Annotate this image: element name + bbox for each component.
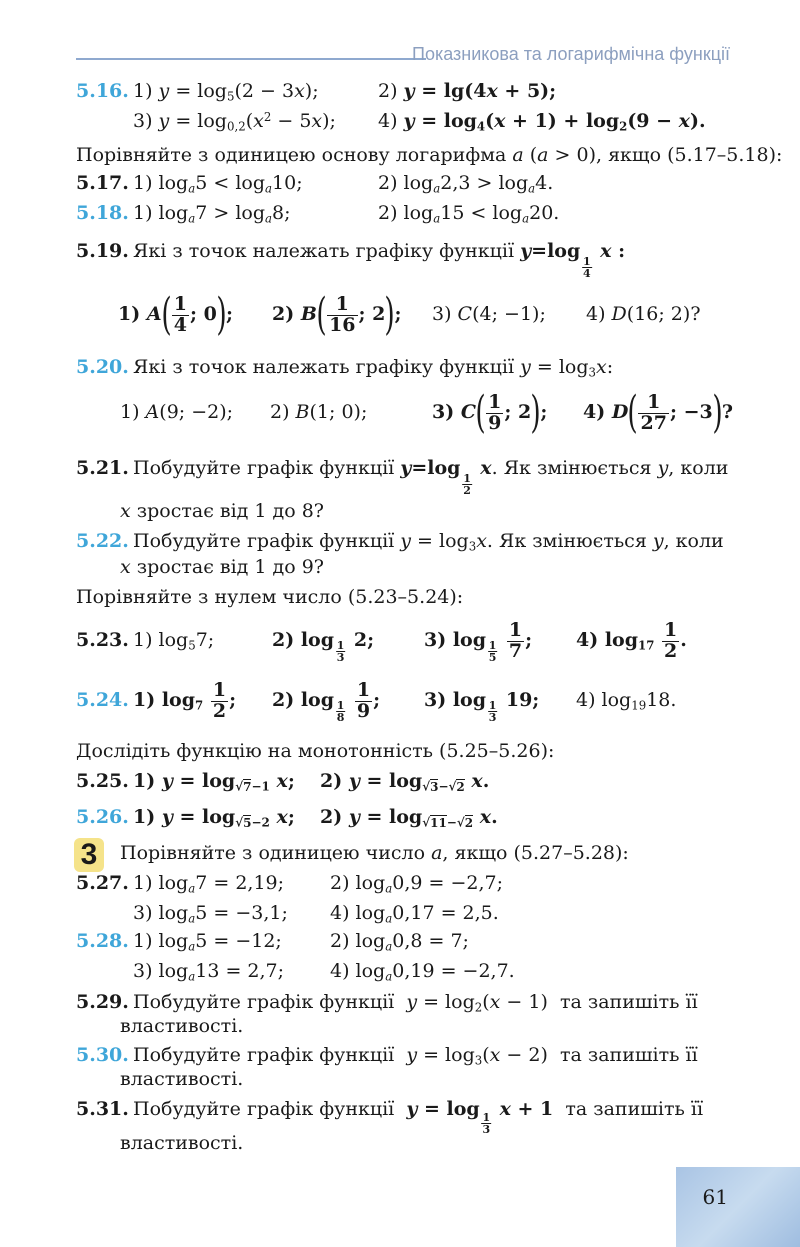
problem-number: 5.26. <box>76 806 129 828</box>
option-1: 1) A(9; −2); <box>120 401 234 423</box>
instruction-5-27-5-28: Порівняйте з одиницею число a, якщо (5.27–5.28): <box>120 842 629 864</box>
problem-text: Побудуйте графік функції <box>133 1044 395 1066</box>
problem-number: 5.28. <box>76 930 129 952</box>
problem-5-28-line1 <box>0 924 800 958</box>
problem-text-4: зростає від 1 до 8? <box>136 500 324 522</box>
option-2: 2) B( $\frac{1}{16}$ ; 2); <box>272 289 402 340</box>
instruction-text: Порівняйте з нулем число (5.23–5.24): <box>76 586 464 608</box>
problem-text-2: та запишіть її <box>559 1044 698 1066</box>
item-3: 3) log 1 5 $\frac{1}{7}$ ; <box>424 618 533 664</box>
item-1: 1) $y = \log_5(2 - 3x)$; <box>133 80 319 104</box>
problem-5-24 <box>0 678 800 724</box>
problem-number: 5.18. <box>76 202 129 224</box>
item-4: 4) $y = \log_4(x + 1) + \log_2(9 - x)$. <box>378 110 706 134</box>
item-2: 2) log 1 3 2; <box>272 629 375 664</box>
item-1: 1) $y = \log_{√7-1} x$; <box>133 770 295 794</box>
instruction-text: Порівняйте з одиницею основу логарифма <box>76 144 507 166</box>
problem-5-18 <box>0 196 800 230</box>
item-3: 3) $\log_a5 = -3,1$; <box>133 902 288 926</box>
problem-number: 5.22. <box>76 530 129 552</box>
item-2: 2) $\log_a2,3 > \log_a4$. <box>378 172 554 196</box>
item-1: 1) $\log_a7 = 2,19$; <box>133 872 285 896</box>
problem-5-21-line1: 5.21. Побудуйте графік функції y=log 1 2 x. Як змінюється y, коли <box>0 451 800 485</box>
item-2: 2) $y = \log_{√3-√2} x$. <box>320 770 490 794</box>
option-4: 4) D(16; 2)? <box>586 303 701 325</box>
problem-number: 5.20. <box>76 356 129 378</box>
problem-5-22-line2: x зростає від 1 до 9? <box>120 556 324 578</box>
option-4: 4) D( $\frac{1}{27}$ ; −3)? <box>583 387 734 438</box>
item-1: 1) $y = \log_{√5-2} x$; <box>133 806 295 830</box>
item-1: 1) $\log_57$; <box>133 629 215 653</box>
option-3: 3) C( $\frac{1}{9}$ ; 2); <box>432 387 548 438</box>
problem-text-2: та запишіть її <box>559 991 698 1013</box>
option-3: 3) C(4; −1); <box>432 303 546 325</box>
problem-text-3: , коли <box>663 530 724 552</box>
problem-5-20-options <box>0 387 800 438</box>
problem-text-3: властивості. <box>120 1068 244 1090</box>
problem-text: Побудуйте графік функції <box>133 1098 395 1120</box>
problem-5-19-options <box>0 289 800 340</box>
problem-number: 5.16. <box>76 80 129 102</box>
problem-number: 5.21. <box>76 457 129 479</box>
problem-text: Які з точок належать графіку функції <box>133 240 515 262</box>
problem-5-25 <box>0 764 800 798</box>
option-2: 2) B(1; 0); <box>270 401 368 423</box>
problem-text: Побудуйте графік функції <box>133 457 395 479</box>
problem-5-22-line1: 5.22. Побудуйте графік функції $y = \log_3x$. Як змінюється y, коли <box>0 524 800 558</box>
problem-text-3: властивості. <box>120 1132 244 1154</box>
problem-5-30-line1: 5.30. Побудуйте графік функції $y = \log_3(x - 2)$ та запишіть її <box>0 1038 800 1072</box>
item-1: 1) $\log_7$ $\frac{1}{2}$ ; <box>133 678 237 722</box>
problem-number: 5.24. <box>76 689 129 711</box>
problem-5-30-line2 <box>0 1062 800 1096</box>
item-4: 4) $\log_a0,19 = -2,7$. <box>330 960 515 984</box>
problem-text-2: . Як змінюється <box>486 530 647 552</box>
item-1: 1) $\log_a5 = -12$; <box>133 930 282 954</box>
instruction-5-25-5-26 <box>0 734 800 768</box>
option-1: 1) A( $\frac{1}{4}$ ; 0); <box>118 289 234 340</box>
item-4: 4) $\log_{19}18$. <box>576 689 677 713</box>
problem-5-20: 5.20. Які з точок належать графіку функції $y = \log_3x$: <box>0 350 800 384</box>
page-corner-decoration <box>676 1167 800 1247</box>
item-1: 1) $\log_a5 < \log_a10$; <box>133 172 303 196</box>
problem-5-27-line1 <box>0 866 800 900</box>
problem-number: 5.19. <box>76 240 129 262</box>
item-4: 4) $\log_a0,17 = 2,5$. <box>330 902 499 926</box>
item-4: 4) $\log_{17}$ $\frac{1}{2}$ . <box>576 618 687 662</box>
problem-number: 5.29. <box>76 991 129 1013</box>
instruction-5-17-5-18: Порівняйте з одиницею основу логарифма a (a > 0), якщо (5.17–5.18): <box>76 144 783 166</box>
instruction-text: Порівняйте з одиницею число <box>120 842 426 864</box>
problem-text-3: , коли <box>668 457 729 479</box>
problem-text: Які з точок належать графіку функції <box>133 356 515 378</box>
problem-text: Побудуйте графік функції <box>133 530 395 552</box>
item-2: 2) y = lg(4x + 5); <box>378 80 557 102</box>
item-1: 1) $\log_a7 > \log_a8$; <box>133 202 291 226</box>
item-2: 2) $\log_a0,9 = -2,7$; <box>330 872 503 896</box>
running-header: Показникова та логарифмічна функції <box>412 44 730 64</box>
problem-text: Побудуйте графік функції <box>133 991 395 1013</box>
problem-5-31-line2 <box>0 1126 800 1160</box>
problem-number: 5.30. <box>76 1044 129 1066</box>
instruction-text: Дослідіть функцію на монотонність (5.25–5.26): <box>76 740 555 762</box>
item-2: 2) $\log_a0,8 = 7$; <box>330 930 469 954</box>
problem-text-2: . Як змінюється <box>491 457 652 479</box>
difficulty-level-badge: 3 <box>74 838 104 872</box>
problem-number: 5.25. <box>76 770 129 792</box>
problem-number: 5.23. <box>76 629 129 651</box>
item-2: 2) $\log_a15 < \log_a20$. <box>378 202 560 226</box>
problem-5-16-line2 <box>0 104 800 138</box>
problem-5-19: 5.19. Які з точок належать графіку функції y=log 1 4 x : <box>0 234 800 268</box>
problem-text-4: зростає від 1 до 9? <box>136 556 324 578</box>
item-2: 2) log 1 8 $\frac{1}{9}$ ; <box>272 678 381 724</box>
problem-number: 5.31. <box>76 1098 129 1120</box>
instruction-tail: , якщо (5.27–5.28): <box>442 842 629 864</box>
item-3: 3) log 1 3 19; <box>424 689 540 724</box>
problem-5-31-line1: 5.31. Побудуйте графік функції y = log 1 3 x + 1 та запишіть її <box>0 1092 800 1126</box>
problem-5-23 <box>0 618 800 664</box>
problem-text-3: властивості. <box>120 1015 244 1037</box>
page-number: 61 <box>702 1185 728 1209</box>
problem-5-16-line1 <box>0 74 800 108</box>
item-2: 2) $y = \log_{√11-√2} x$. <box>320 806 498 830</box>
header-rule <box>76 58 426 60</box>
problem-5-17 <box>0 166 800 200</box>
problem-5-21-line2: x зростає від 1 до 8? <box>120 500 324 522</box>
problem-number: 5.17. <box>76 172 129 194</box>
problem-number: 5.27. <box>76 872 129 894</box>
item-3: 3) $y = \log_{0,2}(x^2 - 5x)$; <box>133 110 336 134</box>
problem-text-2: та запишіть її <box>565 1098 704 1120</box>
problem-5-28-line2 <box>0 954 800 988</box>
problem-5-29-line1: 5.29. Побудуйте графік функції $y = \log_2(x - 1)$ та запишіть її <box>0 985 800 1019</box>
problem-5-26 <box>0 800 800 834</box>
instruction-tail: , якщо (5.17–5.18): <box>595 144 783 166</box>
item-3: 3) $\log_a13 = 2,7$; <box>133 960 285 984</box>
instruction-5-23-5-24 <box>0 580 800 614</box>
